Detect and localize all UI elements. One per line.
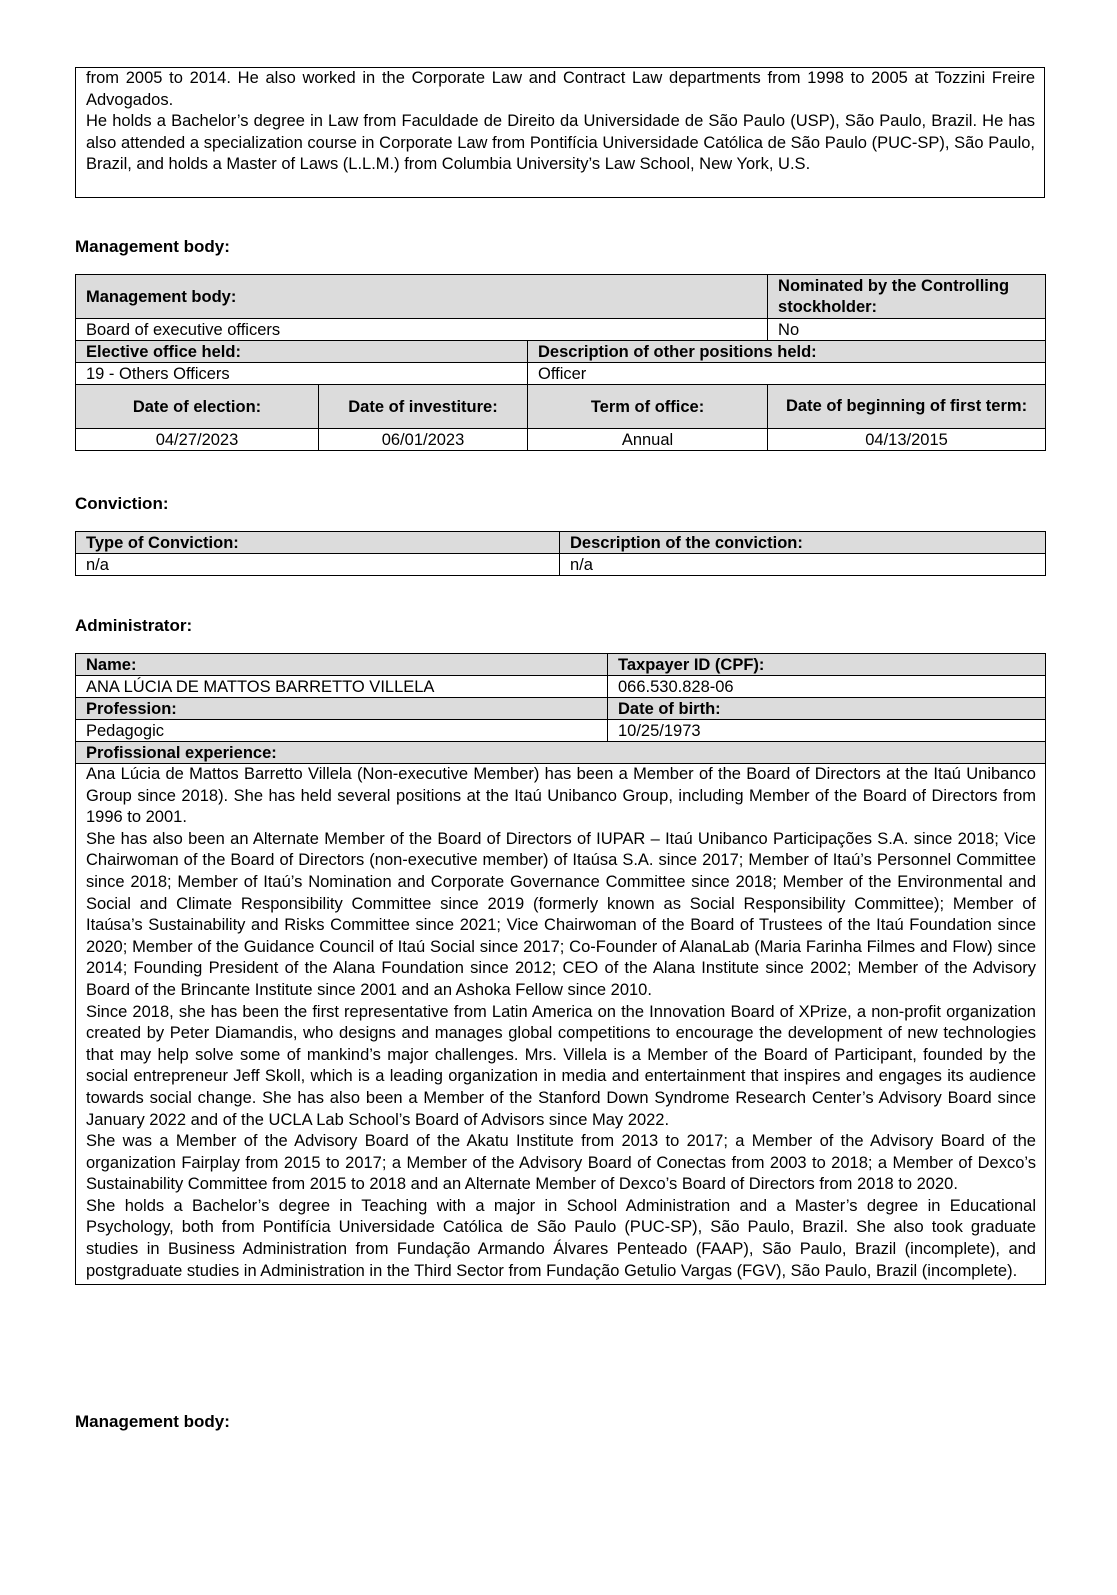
cpf-label: Taxpayer ID (CPF):	[608, 654, 1046, 676]
conviction-heading: Conviction:	[75, 494, 169, 513]
date-investiture-value: 06/01/2023	[319, 429, 528, 451]
conviction-type-label: Type of Conviction:	[76, 532, 560, 554]
date-first-term-value: 04/13/2015	[768, 429, 1046, 451]
name-value: ANA LÚCIA DE MATTOS BARRETTO VILLELA	[76, 676, 608, 698]
date-election-value: 04/27/2023	[76, 429, 319, 451]
date-investiture-label: Date of investiture:	[319, 385, 528, 429]
management-body-heading-2: Management body:	[75, 1412, 230, 1431]
experience-paragraph: Ana Lúcia de Mattos Barretto Villela (Non-executive Member) has been a Member of the Board of Directors at the Itaú Unibanco Group since 2018). She has held several positions at the Itaú Unibanco Group, including Member of the Board of Directors from 1996 to 2001.	[86, 765, 1036, 827]
date-of-birth-value: 10/25/1973	[608, 720, 1046, 742]
experience-paragraph: from 2005 to 2014. He also worked in the Corporate Law and Contract Law departments from 1998 to 2005 at Tozzini Freire Advogados.	[86, 69, 1035, 109]
elective-office-value: 19 - Others Officers	[76, 363, 528, 385]
management-body-value: Board of executive officers	[76, 319, 768, 341]
profession-value: Pedagogic	[76, 720, 608, 742]
name-label: Name:	[76, 654, 608, 676]
term-of-office-value: Annual	[528, 429, 768, 451]
cpf-value: 066.530.828-06	[608, 676, 1046, 698]
experience-label: Profissional experience:	[76, 742, 1046, 764]
date-election-label: Date of election:	[76, 385, 319, 429]
other-positions-value: Officer	[528, 363, 1046, 385]
nominated-value: No	[768, 319, 1046, 341]
conviction-type-value: n/a	[76, 554, 560, 576]
administrator-heading: Administrator:	[75, 616, 193, 635]
profession-label: Profession:	[76, 698, 608, 720]
experience-paragraph: Since 2018, she has been the first representative from Latin America on the Innovation Board of XPrize, a non-profit organization created by Peter Diamandis, who designs and manages global competitions to encourage the development of new technologies that may help solve some of mankind’s major challenges. Mrs. Villela is a Member of the Board of Participant, founded by the social entrepreneur Jeff Skoll, which is a leading organization in media and entertainment that inspires and engages its audience towards social change. She has also been a Member of the Stanford Down Syndrome Research Center’s Advisory Board since January 2022 and of the UCLA Lab School’s Board of Advisors since May 2022.	[86, 1002, 1036, 1129]
previous-experience-box	[75, 67, 1045, 198]
management-body-table	[75, 274, 1046, 451]
experience-paragraph: She has also been an Alternate Member of the Board of Directors of IUPAR – Itaú Unibanco Participações S.A. since 2018; Vice Chairwoman of the Board of Directors (non-executive member) of Itaúsa S.A. since 2017; Member of Itaú’s Personnel Committee since 2018; Member of Itaú’s Nomination and Corporate Governance Committee since 2018; Member of the Environmental and Social and Climate Responsibility Committee since 2019 (formerly known as Social Responsibility Committee); Member of Itaúsa’s Sustainability and Risks Committee since 2021; Vice Chairwoman of the Board of Trustees of the Itaú Foundation since 2020; Member of the Guidance Council of Itaú Social since 2017; Co-Founder of AlanaLab (Maria Farinha Filmes and Flow) since 2014; Founding President of the Alana Foundation since 2012; CEO of the Alana Institute since 2002; Member of the Advisory Board of the Brincante Institute since 2001 and an Ashoka Fellow since 2010.	[86, 829, 1036, 999]
experience-paragraph: She holds a Bachelor’s degree in Teaching with a major in School Administration and a Master’s degree in Educational Psychology, both from Pontifícia Universidade Católica de São Paulo (PUC-SP), São Paulo, Brazil. She also took graduate studies in Business Administration from Fundação Armando Álvares Penteado (FAAP), São Paulo, Brazil (incomplete), and postgraduate studies in Administration in the Third Sector from Fundação Getulio Vargas (FGV), São Paulo, Brazil (incomplete).	[86, 1196, 1036, 1280]
nominated-label: Nominated by the Controlling stockholder:	[768, 275, 1046, 319]
date-first-term-label: Date of beginning of first term:	[768, 385, 1046, 429]
date-of-birth-label: Date of birth:	[608, 698, 1046, 720]
term-of-office-label: Term of office:	[528, 385, 768, 429]
management-body-label: Management body:	[76, 275, 768, 319]
experience-cell	[76, 764, 1046, 1285]
administrator-table	[75, 653, 1046, 1285]
conviction-description-value: n/a	[560, 554, 1046, 576]
other-positions-label: Description of other positions held:	[528, 341, 1046, 363]
conviction-table	[75, 531, 1046, 576]
experience-paragraph: She was a Member of the Advisory Board of the Akatu Institute from 2013 to 2017; a Member of the Advisory Board of the organization Fairplay from 2015 to 2017; a Member of the Advisory Board of Conectas from 2003 to 2018; a Member of Dexco’s Sustainability Committee from 2015 to 2018 and an Alternate Member of Dexco’s Board of Directors from 2018 to 2020.	[86, 1132, 1036, 1194]
management-body-heading: Management body:	[75, 237, 230, 256]
conviction-description-label: Description of the conviction:	[560, 532, 1046, 554]
elective-office-label: Elective office held:	[76, 341, 528, 363]
experience-paragraph: He holds a Bachelor’s degree in Law from Faculdade de Direito da Universidade de São Paulo (USP), São Paulo, Brazil. He has also attended a specialization course in Corporate Law from Pontifícia Universidade Católica de São Paulo (PUC-SP), São Paulo, Brazil, and holds a Master of Laws (L.L.M.) from Columbia University’s Law School, New York, U.S.	[86, 112, 1035, 174]
